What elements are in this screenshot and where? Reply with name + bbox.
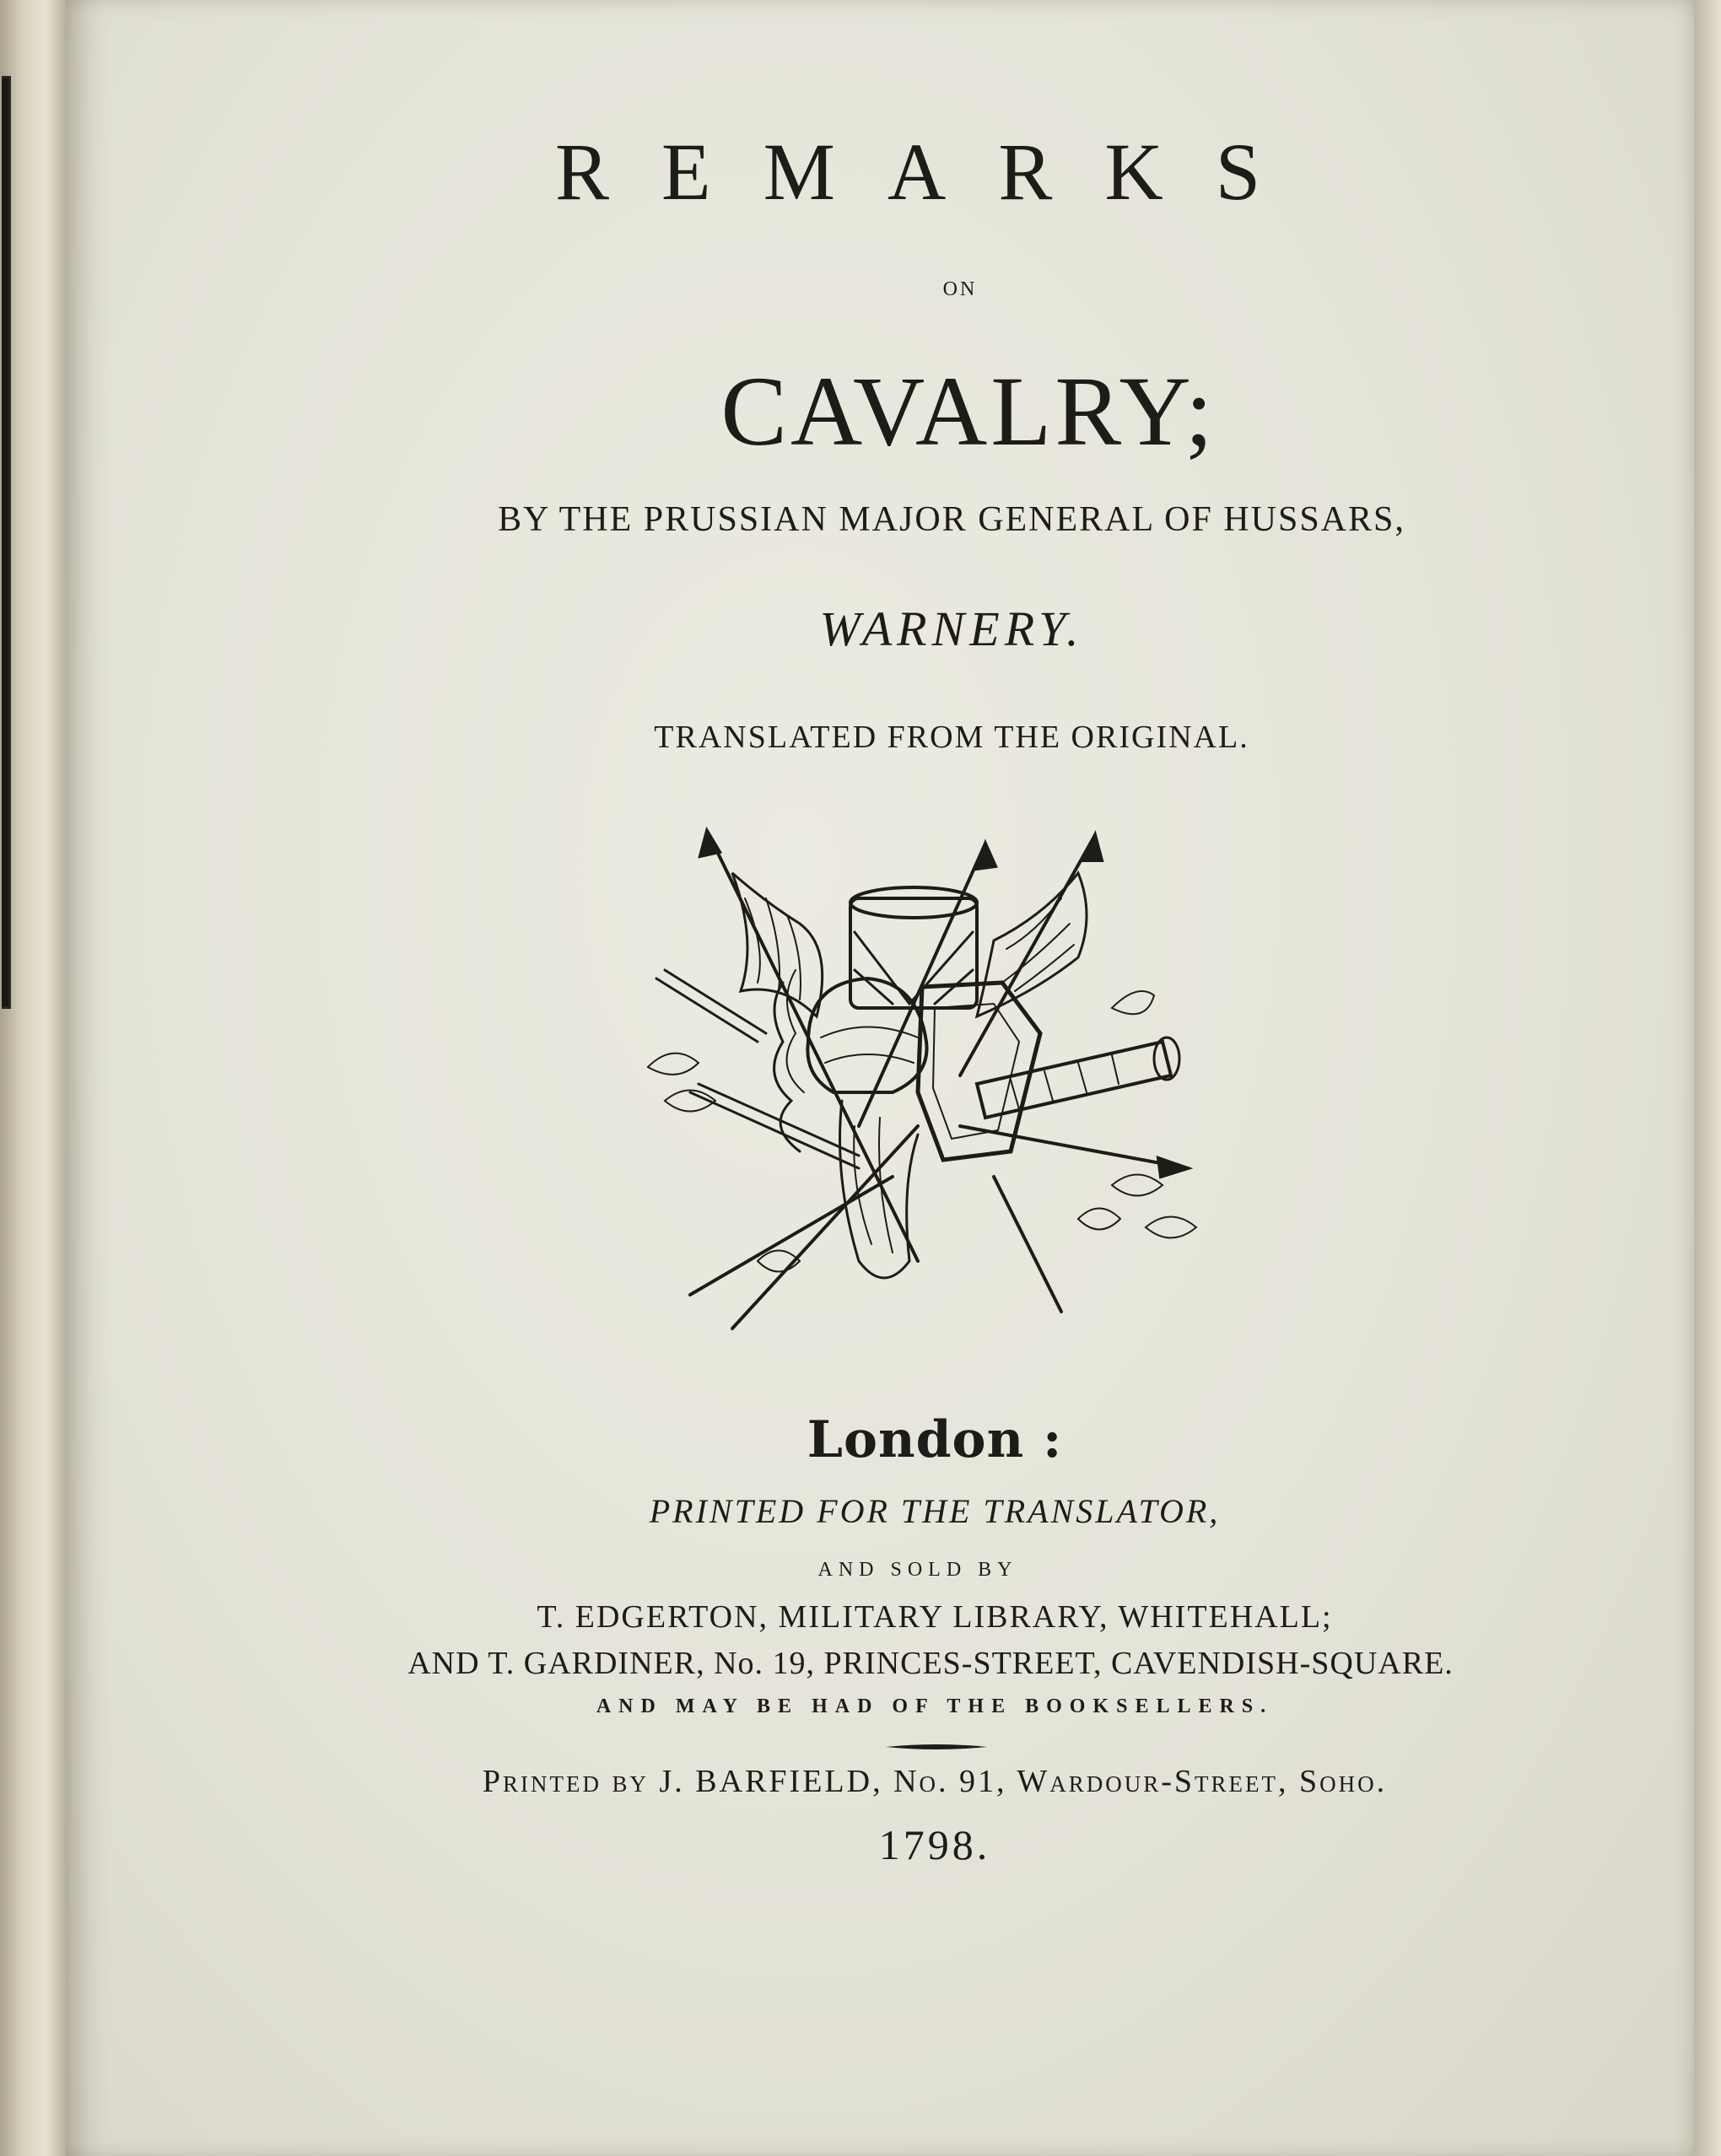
imprint-divider-rule xyxy=(886,1742,987,1752)
imprint-seller-gardiner: AND T. GARDINER, No. 19, PRINCES-STREET, CAVENDISH-SQUARE. xyxy=(407,1646,1454,1681)
facing-page-edge xyxy=(0,0,66,2156)
author-byline: BY THE PRUSSIAN MAJOR GENERAL OF HUSSARS, xyxy=(498,500,1405,539)
facing-page-border xyxy=(2,76,11,1009)
page-fore-edge xyxy=(1694,0,1721,2156)
trophy-of-arms-engraving xyxy=(639,822,1230,1337)
imprint-printer: Printed by J. BARFIELD, No. 91, Wardour-Street, Soho. xyxy=(482,1764,1388,1799)
title-connector: ON xyxy=(942,278,978,300)
imprint-sold-by: AND SOLD BY xyxy=(817,1559,1018,1581)
title-subject: CAVALRY; xyxy=(720,356,1217,466)
imprint-availability: AND MAY BE HAD OF THE BOOKSELLERS. xyxy=(596,1695,1274,1717)
title-page xyxy=(66,0,1694,2156)
imprint-printed-for: PRINTED FOR THE TRANSLATOR, xyxy=(649,1492,1221,1530)
imprint-city: London : xyxy=(807,1410,1063,1469)
imprint-year: 1798. xyxy=(878,1821,991,1868)
imprint-seller-edgerton: T. EDGERTON, MILITARY LIBRARY, WHITEHALL; xyxy=(537,1599,1333,1635)
title-word: REMARKS xyxy=(555,127,1314,217)
author-name: WARNERY. xyxy=(819,601,1084,656)
translation-note: TRANSLATED FROM THE ORIGINAL. xyxy=(654,720,1249,755)
